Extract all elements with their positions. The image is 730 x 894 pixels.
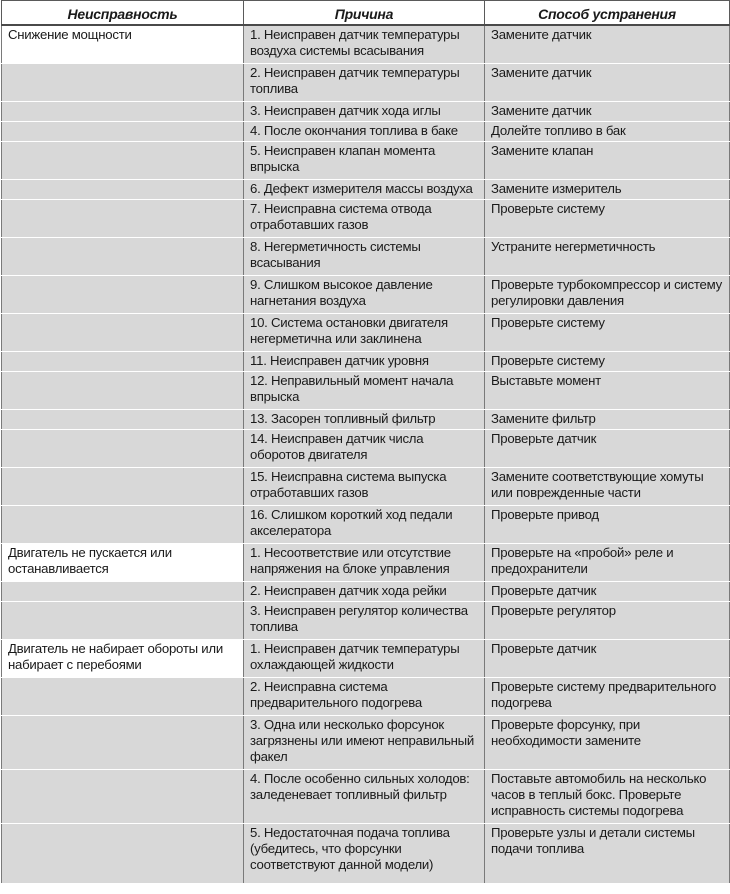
table-row <box>2 467 730 505</box>
fault-cell <box>2 237 244 275</box>
header-fault: Неисправность <box>2 1 244 26</box>
cause-cell: 14. Неисправен датчик числа оборотов двигателя <box>244 429 485 467</box>
fault-cell <box>2 371 244 409</box>
table-row <box>2 543 730 581</box>
cause-cell: 5. Неисправен клапан момента впрыска <box>244 141 485 179</box>
cause-cell: 8. Негерметичность системы всасывания <box>244 237 485 275</box>
fault-cell <box>2 179 244 199</box>
table-row <box>2 199 730 237</box>
cause-cell: 12. Неправильный момент начала впрыска <box>244 371 485 409</box>
remedy-cell: Долейте топливо в бак <box>485 121 730 141</box>
cause-cell: 3. Одна или несколько форсунок загрязнены или имеют неправильный факел <box>244 715 485 769</box>
remedy-cell: Замените датчик <box>485 101 730 121</box>
table-row <box>2 237 730 275</box>
header-cause: Причина <box>244 1 485 26</box>
fault-cell <box>2 769 244 823</box>
table-row <box>2 121 730 141</box>
table-row <box>2 179 730 199</box>
header-remedy: Способ устранения <box>485 1 730 26</box>
table-body <box>2 25 730 883</box>
remedy-cell: Проверьте систему <box>485 199 730 237</box>
remedy-cell: Выставьте момент <box>485 371 730 409</box>
table-row <box>2 505 730 543</box>
fault-cell <box>2 505 244 543</box>
fault-cell <box>2 467 244 505</box>
remedy-cell: Замените датчик <box>485 63 730 101</box>
fault-cell <box>2 601 244 639</box>
table-row <box>2 409 730 429</box>
fault-cell <box>2 581 244 601</box>
table-row <box>2 823 730 883</box>
cause-cell: 2. Неисправен датчик хода рейки <box>244 581 485 601</box>
table-row <box>2 351 730 371</box>
table-row <box>2 639 730 677</box>
table-row <box>2 715 730 769</box>
fault-cell <box>2 275 244 313</box>
fault-cell <box>2 823 244 883</box>
remedy-cell: Проверьте датчик <box>485 429 730 467</box>
remedy-cell: Проверьте датчик <box>485 581 730 601</box>
remedy-cell: Проверьте форсунку, при необходимости замените <box>485 715 730 769</box>
table-row <box>2 275 730 313</box>
cause-cell: 16. Слишком короткий ход педали акселератора <box>244 505 485 543</box>
remedy-cell: Замените фильтр <box>485 409 730 429</box>
remedy-cell: Проверьте турбокомпрессор и систему регулировки давления <box>485 275 730 313</box>
cause-cell: 4. После окончания топлива в баке <box>244 121 485 141</box>
table-row <box>2 313 730 351</box>
cause-cell: 2. Неисправен датчик температуры топлива <box>244 63 485 101</box>
fault-cell <box>2 313 244 351</box>
fault-cell <box>2 141 244 179</box>
table-row <box>2 769 730 823</box>
cause-cell: 3. Неисправен датчик хода иглы <box>244 101 485 121</box>
cause-cell: 4. После особенно сильных холодов: заледеневает топливный фильтр <box>244 769 485 823</box>
cause-cell: 6. Дефект измерителя массы воздуха <box>244 179 485 199</box>
remedy-cell: Замените соответствующие хомуты или поврежденные части <box>485 467 730 505</box>
fault-cell <box>2 63 244 101</box>
table-row <box>2 101 730 121</box>
remedy-cell: Проверьте систему предварительного подогрева <box>485 677 730 715</box>
remedy-cell: Замените клапан <box>485 141 730 179</box>
fault-cell: Снижение мощности <box>2 25 244 63</box>
fault-cell <box>2 351 244 371</box>
remedy-cell: Замените измеритель <box>485 179 730 199</box>
table-row <box>2 601 730 639</box>
table-row <box>2 25 730 63</box>
remedy-cell: Проверьте систему <box>485 313 730 351</box>
fault-cell: Двигатель не пускается или останавливается <box>2 543 244 581</box>
remedy-cell: Проверьте регулятор <box>485 601 730 639</box>
fault-cell <box>2 101 244 121</box>
remedy-cell: Устраните негерметичность <box>485 237 730 275</box>
table-row <box>2 677 730 715</box>
table-row <box>2 371 730 409</box>
remedy-cell: Проверьте систему <box>485 351 730 371</box>
remedy-cell: Проверьте привод <box>485 505 730 543</box>
cause-cell: 9. Слишком высокое давление нагнетания воздуха <box>244 275 485 313</box>
cause-cell: 2. Неисправна система предварительного подогрева <box>244 677 485 715</box>
fault-cell <box>2 677 244 715</box>
table-row <box>2 63 730 101</box>
fault-cell <box>2 429 244 467</box>
cause-cell: 1. Неисправен датчик температуры воздуха системы всасывания <box>244 25 485 63</box>
fault-cell <box>2 121 244 141</box>
table-row <box>2 581 730 601</box>
cause-cell: 13. Засорен топливный фильтр <box>244 409 485 429</box>
remedy-cell: Проверьте на «пробой» реле и предохранители <box>485 543 730 581</box>
remedy-cell: Проверьте узлы и детали системы подачи топлива <box>485 823 730 883</box>
cause-cell: 11. Неисправен датчик уровня <box>244 351 485 371</box>
table-row <box>2 429 730 467</box>
cause-cell: 1. Несоответствие или отсутствие напряжения на блоке управления <box>244 543 485 581</box>
cause-cell: 15. Неисправна система выпуска отработавших газов <box>244 467 485 505</box>
fault-diagnosis-table <box>1 0 730 884</box>
table-row <box>2 141 730 179</box>
cause-cell: 1. Неисправен датчик температуры охлаждающей жидкости <box>244 639 485 677</box>
fault-cell <box>2 199 244 237</box>
remedy-cell: Поставьте автомобиль на несколько часов в теплый бокс. Проверьте исправность системы подогрева <box>485 769 730 823</box>
fault-cell <box>2 409 244 429</box>
table-header-row <box>2 1 730 26</box>
remedy-cell: Замените датчик <box>485 25 730 63</box>
cause-cell: 5. Недостаточная подача топлива (убедитесь, что форсунки соответствуют данной модели) <box>244 823 485 883</box>
cause-cell: 10. Система остановки двигателя негерметична или заклинена <box>244 313 485 351</box>
fault-cell <box>2 715 244 769</box>
cause-cell: 7. Неисправна система отвода отработавших газов <box>244 199 485 237</box>
cause-cell: 3. Неисправен регулятор количества топлива <box>244 601 485 639</box>
fault-cell: Двигатель не набирает обороты или набирает с перебоями <box>2 639 244 677</box>
remedy-cell: Проверьте датчик <box>485 639 730 677</box>
